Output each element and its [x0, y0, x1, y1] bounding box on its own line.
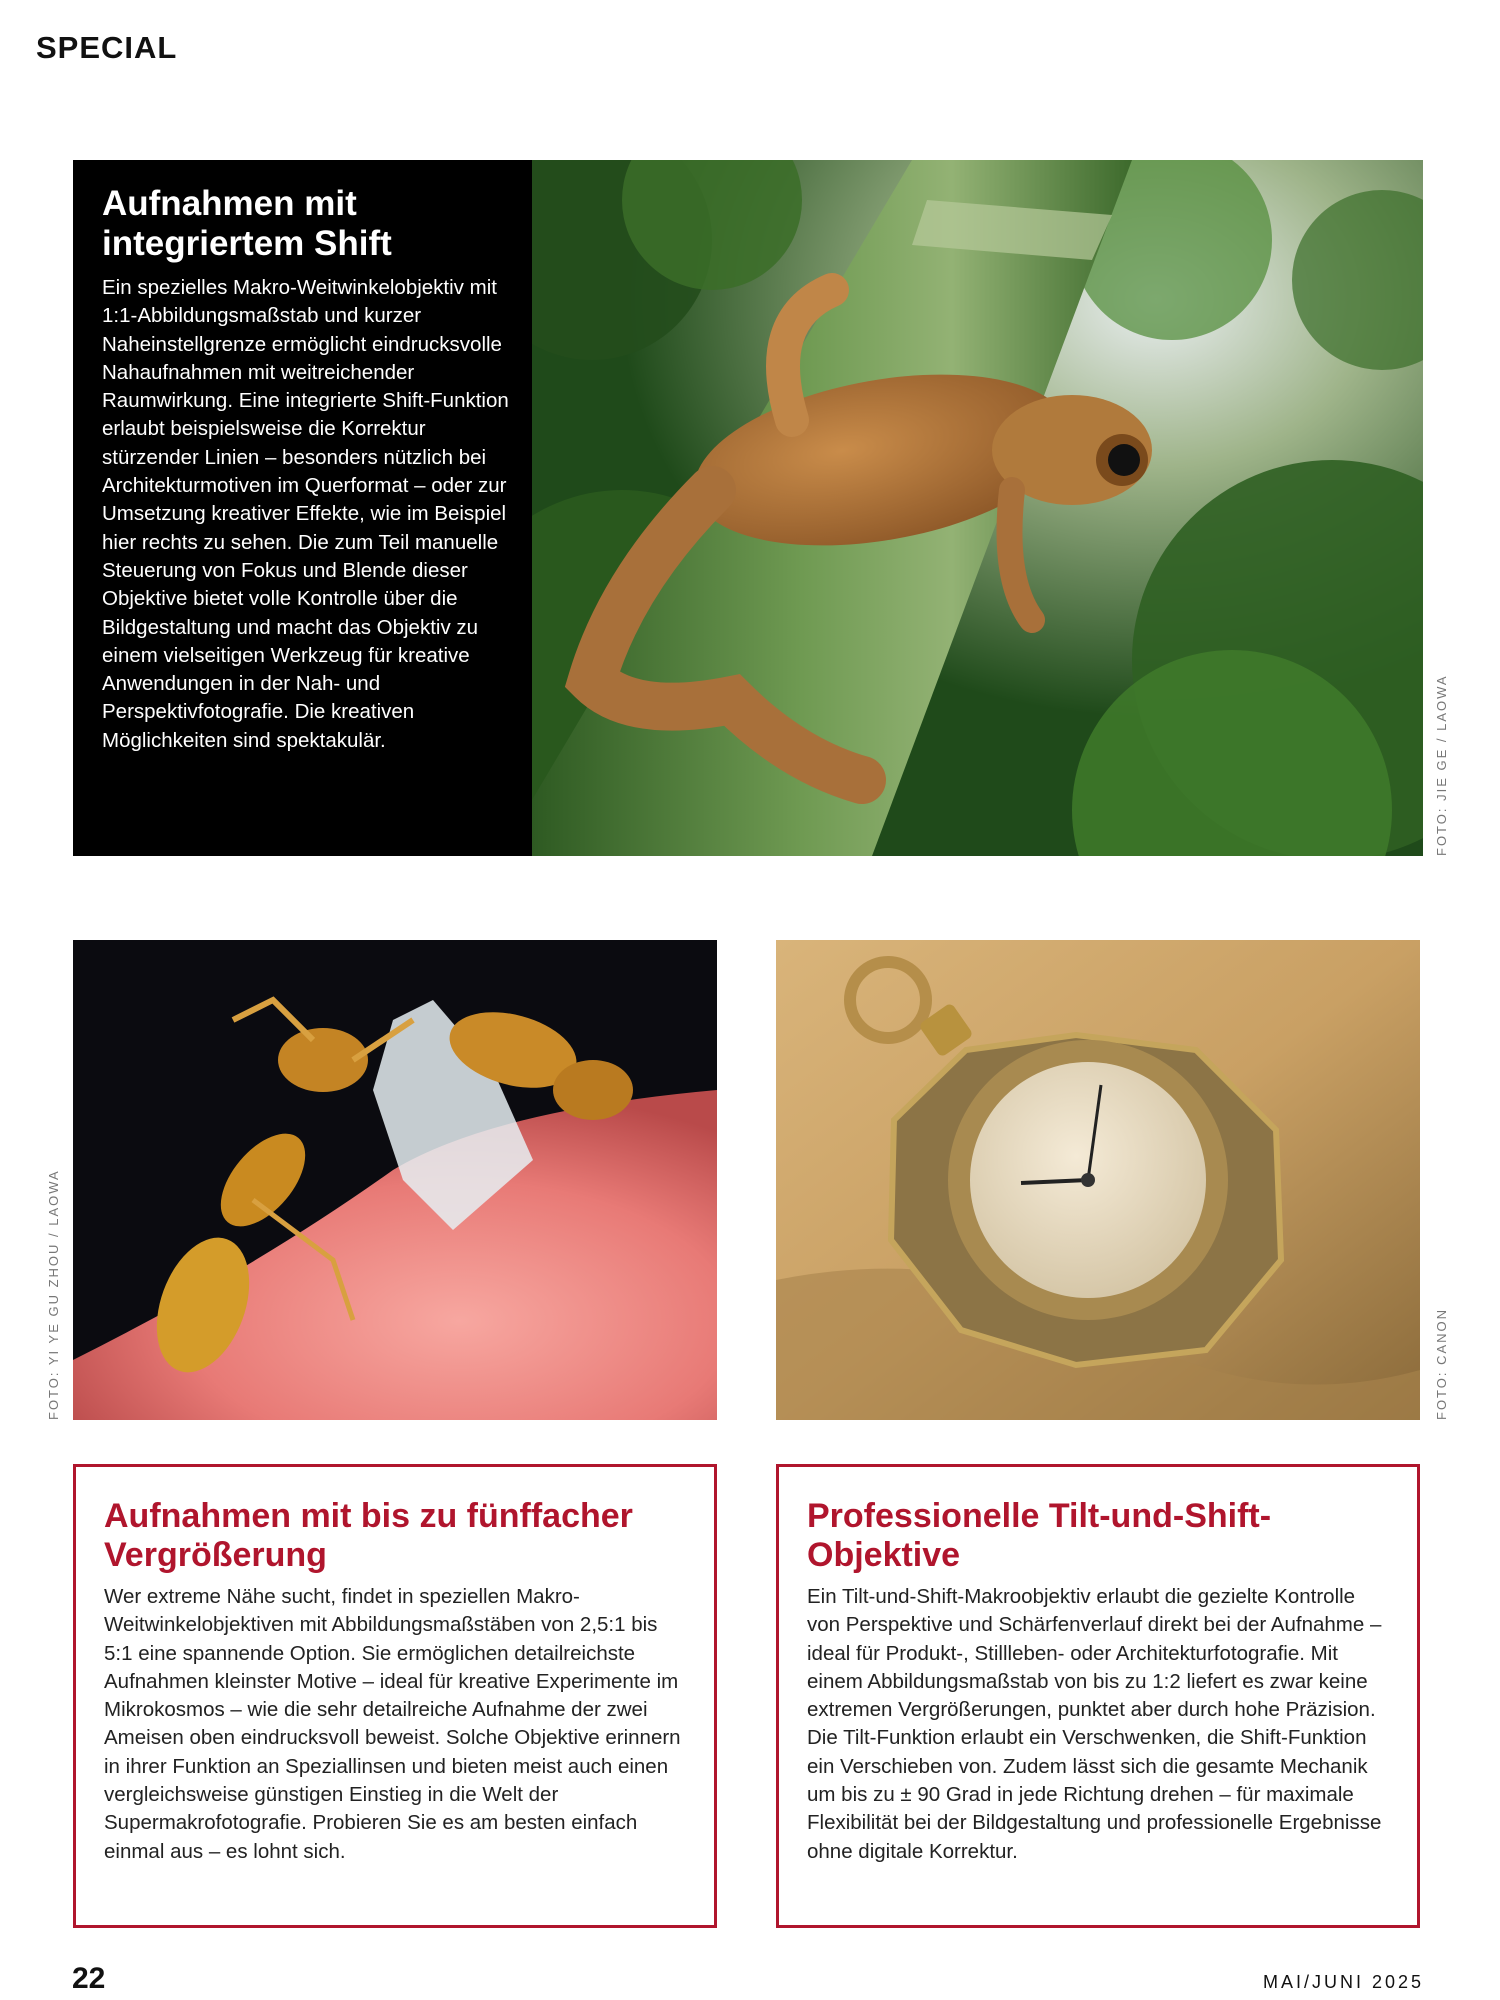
- page-number: 22: [72, 1962, 106, 1995]
- left-box-body: Wer extreme Nähe sucht, findet in speziellen Makro-Weitwinkelobjektiven mit Abbildungsmaßstäben von 2,5:1 bis 5:1 eine spannende Option. Sie ermöglichen detailreichste Aufnahmen kleinster Motive – ideal für kreative Experimente im Mikrokosmos – wie die sehr detailreiche Aufnahme der zwei Ameisen oben eindrucksvoll beweist. Solche Objektive erinnern in ihrer Funktion an Speziallinsen und bieten meist auch einen vergleichsweise günstigen Einstieg in die Welt der Supermakrofotografie. Probieren Sie es am besten einfach einmal aus – es lohnt sich.: [104, 1585, 681, 1863]
- left-box-title: Aufnahmen mit bis zu fünffacher Vergrößerung: [104, 1497, 633, 1574]
- feature-body: Ein spezielles Makro-Weitwinkelobjektiv mit 1:1-Abbildungsmaßstab und kurzer Naheinstellgrenze ermöglicht eindrucksvolle Nahaufnahmen mit weitreichender Raumwirkung. Eine integrierte Shift-Funktion erlaubt beispielsweise die Korrektur stürzender Linien – besonders nützlich bei Architekturmotiven im Querformat – oder zur Umsetzung kreativer Effekte, wie im Beispiel hier rechts zu sehen. Die zum Teil manuelle Steuerung von Fokus und Blende dieser Objektive bietet volle Kontrolle über die Bildgestaltung und macht das Objektiv zu einem vielseitigen Werkzeug für kreative Anwendungen in der Nah- und Perspektivfotografie. Die kreativen Möglichkeiten sind spektakulär.: [102, 276, 509, 752]
- left-info-box: [73, 1464, 717, 1928]
- feature-photo-credit: FOTO: JIE GE / LAOWA: [1434, 674, 1449, 856]
- feature-text-panel: [73, 160, 532, 856]
- pocket-watch-photo: [776, 940, 1420, 1420]
- issue-date: MAI/JUNI 2025: [1262, 1972, 1424, 1992]
- watch-photo-credit: FOTO: CANON: [1434, 1307, 1449, 1420]
- ant-photo: [73, 940, 717, 1420]
- right-box-body: Ein Tilt-und-Shift-Makroobjektiv erlaubt die gezielte Kontrolle von Perspektive und Schärfenverlauf direkt bei der Aufnahme – ideal für Produkt-, Stillleben- oder Architekturfotografie. Mit einem Abbildungsmaßstab von bis zu 1:2 liefert es zwar keine extremen Vergrößerungen, punktet aber durch hohe Präzision. Die Tilt-Funktion erlaubt ein Verschwenken, die Shift-Funktion ein Verschieben von. Zudem lässt sich die gesamte Mechanik um bis zu ± 90 Grad in jede Richtung drehen – für maximale Flexibilität bei der Bildgestaltung und professionelle Ergebnisse ohne digitale Korrektur.: [807, 1585, 1382, 1863]
- frog-photo: [532, 160, 1423, 856]
- feature-title: Aufnahmen mit integriertem Shift: [102, 184, 392, 263]
- right-box-title: Professionelle Tilt-und-Shift-Objektive: [807, 1497, 1272, 1574]
- section-label: SPECIAL: [36, 30, 178, 65]
- ant-photo-credit: FOTO: YI YE GU ZHOU / LAOWA: [46, 1169, 61, 1420]
- right-info-box: [776, 1464, 1420, 1928]
